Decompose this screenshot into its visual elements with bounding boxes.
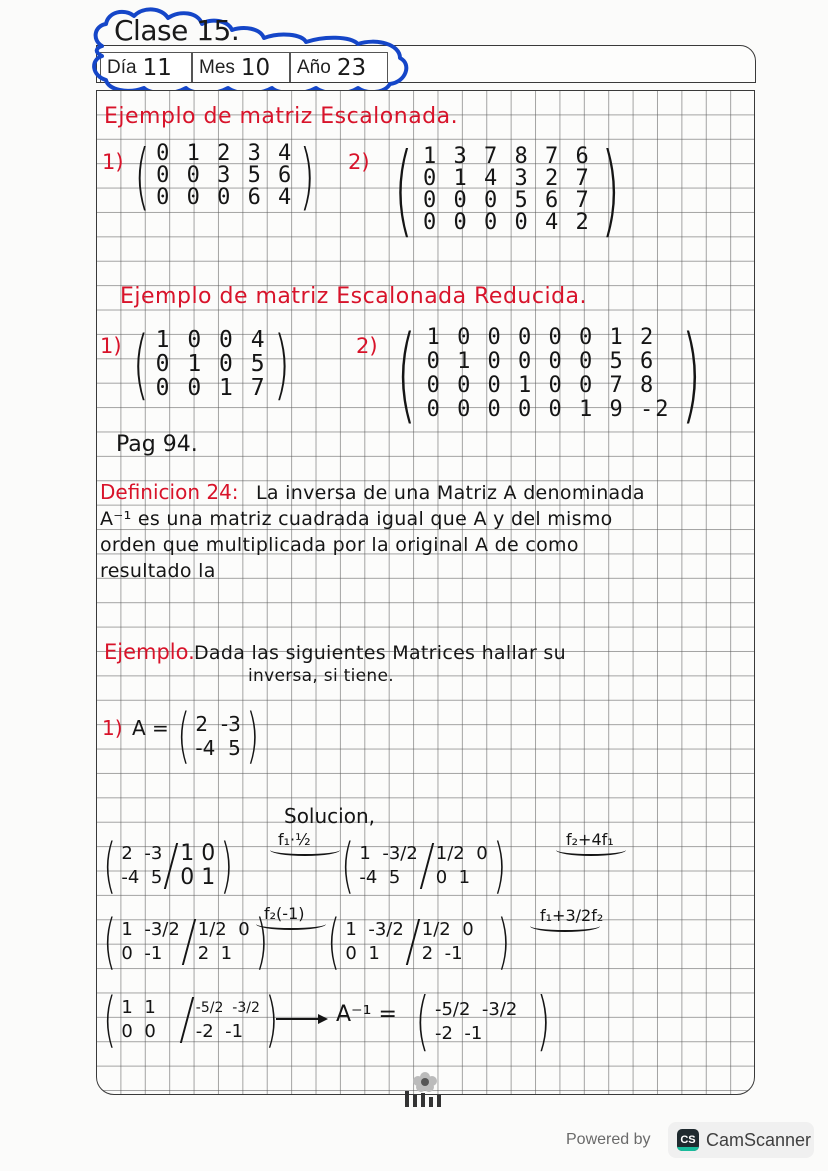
definition-label: Definicion 24: bbox=[100, 480, 239, 504]
matrix-row: 0 0 bbox=[121, 1021, 156, 1042]
matrix-row: -4 5 bbox=[195, 736, 241, 760]
matrix-row: 0 -1 bbox=[121, 943, 163, 964]
matrix-row: 1/2 0 bbox=[435, 843, 488, 864]
augmented-matrix-step5: ( 1 1 0 0 -5/2 -3/2 -2 -1 ) bbox=[103, 985, 279, 1055]
inverse-matrix: ( -5/2 -3/2 -2 -1 ) bbox=[415, 985, 551, 1059]
matrix-row: 2 1 bbox=[197, 943, 233, 964]
year-value: 23 bbox=[336, 54, 367, 81]
matrix-row: 2 -1 bbox=[421, 943, 463, 964]
matrix-2a: ( 1 0 0 4 0 1 0 5 0 0 1 7 ) bbox=[132, 319, 290, 408]
example-label: Ejemplo. bbox=[104, 640, 195, 664]
tilde-arrow-icon bbox=[556, 844, 626, 856]
matrix-1a: ( 0 1 2 3 4 0 0 3 5 6 0 0 0 6 4 ) bbox=[134, 134, 316, 218]
matrix-row: 0 0 0 0 0 1 9 -2 bbox=[426, 397, 671, 422]
matrix-row: 1 -3/2 bbox=[121, 919, 180, 940]
matrix-row: 0 0 1 7 bbox=[155, 375, 267, 401]
matrix-row: 0 1 0 0 0 0 5 6 bbox=[426, 349, 656, 374]
example-line: Dada las siguientes Matrices hallar su bbox=[194, 642, 566, 664]
matrix-row: 1 -3/2 bbox=[345, 919, 404, 940]
matrix-name: A = bbox=[132, 716, 169, 740]
row-operation: f₁·½ bbox=[278, 830, 311, 849]
matrix-row: 1/2 0 bbox=[421, 919, 474, 940]
matrix-1b: ( 1 3 7 8 7 6 0 1 4 3 2 7 0 0 0 5 6 7 0 0 0 0 4 2 ) bbox=[393, 131, 620, 248]
matrix-row: 0 1 0 5 bbox=[155, 351, 267, 377]
month-value: 10 bbox=[240, 54, 271, 81]
matrix-row: -2 -1 bbox=[434, 1023, 483, 1044]
page-reference: Pag 94. bbox=[116, 432, 198, 457]
tilde-arrow-icon bbox=[270, 844, 340, 856]
matrix-row: 1 0 0 4 bbox=[155, 327, 267, 353]
camscanner-name: CamScanner bbox=[706, 1129, 812, 1150]
matrix-row: 2 -3 bbox=[195, 712, 241, 736]
problem-label: 1) bbox=[102, 716, 123, 740]
section1-heading: Ejemplo de matriz Escalonada. bbox=[104, 104, 459, 129]
matrix-row: 1/2 0 bbox=[197, 919, 250, 940]
augmented-matrix-step1: ( 2 -3 -4 5 1 0 0 1 ) bbox=[103, 831, 234, 901]
row-operation: f₂+4f₁ bbox=[566, 830, 614, 849]
matrix-row: 0 1 bbox=[180, 865, 216, 890]
tilde-arrow-icon bbox=[256, 918, 326, 930]
day-value: 11 bbox=[142, 54, 172, 81]
matrix-row: 1 0 bbox=[180, 841, 216, 866]
day-box bbox=[100, 52, 192, 82]
definition-line: A⁻¹ es una matriz cuadrada igual que A y del mismo bbox=[100, 508, 613, 530]
matrix-row: 2 -3 bbox=[121, 843, 163, 864]
matrix-row: 1 -3/2 bbox=[359, 843, 418, 864]
month-box bbox=[192, 52, 290, 82]
augmented-matrix-step4: ( 1 -3/2 0 1 1/2 0 2 -1 ) bbox=[327, 907, 510, 977]
camscanner-logo-icon: CS bbox=[677, 1129, 699, 1151]
year-box bbox=[290, 52, 388, 82]
matrix-row: -2 -1 bbox=[195, 1021, 244, 1042]
matrix-row: 0 1 bbox=[345, 943, 380, 964]
matrix-row: -4 5 bbox=[359, 867, 401, 888]
matrix-row: -4 5 bbox=[121, 867, 163, 888]
matrix-row: 0 0 0 5 6 7 bbox=[423, 188, 591, 213]
augmented-matrix-step3: ( 1 -3/2 0 -1 1/2 0 2 1 ) bbox=[103, 907, 268, 977]
arrow-right-icon bbox=[276, 1012, 328, 1026]
row-operation: f₁+3/2f₂ bbox=[540, 906, 604, 925]
matrix-row: 0 1 bbox=[435, 867, 471, 888]
definition-line: orden que multiplicada por la original A de como bbox=[100, 534, 579, 556]
matrix-row: 0 0 0 6 4 bbox=[156, 185, 294, 210]
matrix-row: -5/2 -3/2 bbox=[195, 1000, 260, 1016]
matrix-row: 0 0 0 1 0 0 7 8 bbox=[426, 373, 656, 398]
definition-line: resultado la bbox=[100, 560, 216, 582]
month-label: Mes bbox=[199, 56, 235, 78]
matrix-row: 0 1 4 3 2 7 bbox=[423, 166, 591, 191]
powered-by-text: Powered by bbox=[566, 1131, 651, 1148]
matrix-row: 0 1 2 3 4 bbox=[156, 141, 294, 166]
example-line: inversa, si tiene. bbox=[248, 666, 394, 686]
matrix-row: 1 3 7 8 7 6 bbox=[423, 144, 591, 169]
section2-heading: Ejemplo de matriz Escalonada Reducida. bbox=[120, 284, 588, 309]
example1-label: 1) bbox=[102, 150, 124, 174]
solution-label: Solucion, bbox=[284, 804, 375, 828]
page-title: Clase 15. bbox=[114, 14, 240, 47]
definition-line: La inversa de una Matriz A denominada bbox=[256, 482, 645, 504]
matrix-row: -5/2 -3/2 bbox=[434, 999, 518, 1020]
matrix-row: 1 0 0 0 0 0 1 2 bbox=[426, 325, 656, 350]
tilde-arrow-icon bbox=[530, 920, 600, 932]
year-label: Año bbox=[297, 56, 331, 78]
example2-label: 2) bbox=[356, 334, 378, 358]
matrix-row: 0 0 3 5 6 bbox=[156, 163, 294, 188]
matrix-row: 1 1 bbox=[121, 997, 156, 1018]
inverse-label: A⁻¹ = bbox=[336, 1002, 397, 1027]
example1-label: 1) bbox=[100, 334, 122, 358]
camscanner-badge[interactable] bbox=[668, 1122, 814, 1158]
example2-label: 2) bbox=[348, 150, 370, 174]
matrix-2b: ( 1 0 0 0 0 0 1 2 0 1 0 0 0 0 5 6 0 0 0 1 0 0 7 8 0 0 0 0 0 1 9 -2 ) bbox=[396, 313, 701, 435]
row-operation: f₂(-1) bbox=[264, 904, 305, 923]
matrix-row: 0 0 0 0 4 2 bbox=[423, 210, 591, 235]
day-label: Día bbox=[107, 56, 137, 78]
flower-logo-icon bbox=[385, 1067, 465, 1107]
matrix-a: ( 2 -3 -4 5 ) bbox=[177, 701, 259, 771]
augmented-matrix-step2: ( 1 -3/2 -4 5 1/2 0 0 1 ) bbox=[341, 831, 506, 901]
